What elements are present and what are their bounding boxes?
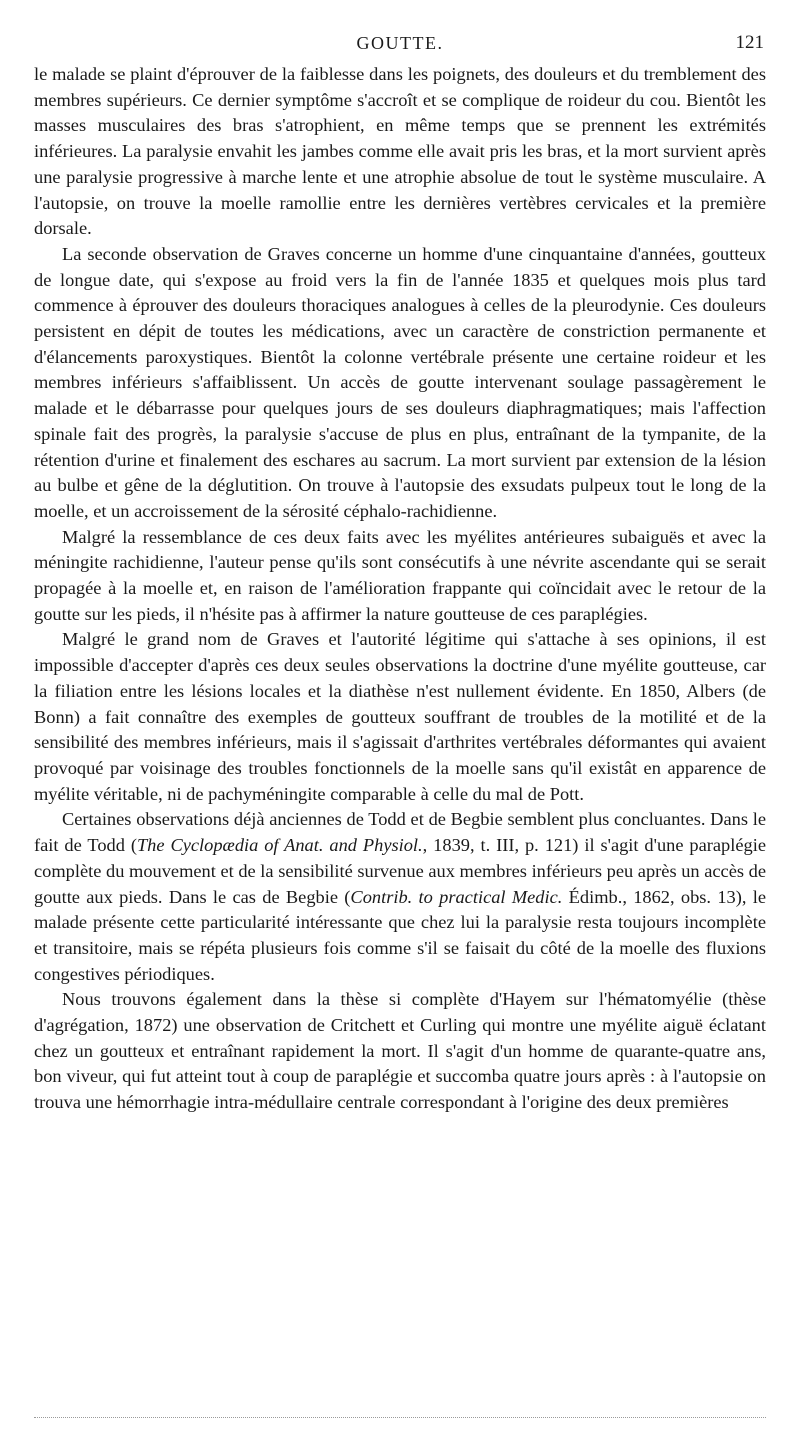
body-text: [34, 62, 766, 1116]
paragraph: [34, 242, 766, 525]
paragraph: [34, 807, 766, 987]
paragraph-text: Malgré la ressemblance de ces deux faits avec les myélites antérieures subaiguës et avec la méningite rachidienne, l'auteur pense qu'ils sont consécutifs à une névrite ascendante qui se serait propagée à la moelle et, en raison de l'amélioration frappante qui coïncidait avec le retour de la goutte sur les pieds, il n'hésite pas à affirmer la nature goutteuse de ces paraplégies.: [34, 526, 766, 624]
paragraph-text: , 1839, t. III, p. 121) il s'agit d'une paraplégie complète du mouvement et de la sensibilité survenue aux membres inférieurs peu après un accès de goutte aux pieds. Dans le cas de Begbie (: [34, 835, 766, 907]
paragraph: [34, 987, 766, 1116]
paragraph-text: La seconde observation de Graves concerne un homme d'une cinquantaine d'années, goutteux de longue date, qui s'expose au froid vers la fin de l'année 1835 et quelques mois plus tard commence à éprouver des douleurs thoraciques analogues à celles de la pleurodynie. Ces douleurs persistent en dépit de toutes les médications, avec un caractère de constriction permanente et d'élancements paroxystiques. Bientôt la colonne vertébrale présente une certaine roideur et les membres inférieurs s'affaiblissent. Un accès de goutte intervenant soulage passagèrement le malade et le débarrasse pour quelques jours de ses douleurs diaphragmatiques; mais l'affection spinale fait des progrès, la paralysie s'accuse de plus en plus, entraînant de la tympanite, de la rétention d'urine et finalement des eschares au sacrum. La mort survient par extension de la lésion au bulbe et gêne de la déglutition. On trouve à l'autopsie des exsudats pulpeux tout le long de la moelle, et un accroissement de la sérosité céphalo-rachidienne.: [34, 243, 766, 521]
book-title-citation: The Cyclopædia of Anat. and Physiol.: [136, 835, 423, 856]
page-number: 121: [735, 32, 764, 53]
paragraph-text: le malade se plaint d'éprouver de la faiblesse dans les poignets, des douleurs et du tremblement des membres supérieurs. Ce dernier symptôme s'accroît et se complique de roideur du cou. Bientôt les masses musculaires des bras s'atrophient, en même temps que se prennent les extrémités inférieures. La paralysie envahit les jambes comme elle avait pris les bras, et la mort survient après une paralysie progressive à marche lente et une atrophie absolue de tout le système musculaire. A l'autopsie, on trouve la moelle ramollie entre les dernières vertèbres cervicales et la première dorsale.: [34, 64, 766, 239]
running-head: [34, 30, 766, 56]
paragraph-text: Certaines observations déjà anciennes de Todd et de Begbie semblent plus concluantes. Dans le fait de Todd (: [34, 809, 766, 856]
paragraph: [34, 627, 766, 807]
footer-rule: [34, 1417, 766, 1418]
paragraph: [34, 62, 766, 242]
paragraph-text: Édimb., 1862, obs. 13), le malade présente cette particularité intéressante que chez lui la paralysie resta toujours incomplète et transitoire, mais se répéta plusieurs fois comme s'il se faisait du côté de la moelle des fluxions congestives périodiques.: [34, 886, 766, 984]
paragraph: [34, 525, 766, 628]
book-title-citation: Contrib. to practical Medic.: [350, 886, 563, 907]
paragraph-text: Malgré le grand nom de Graves et l'autorité légitime qui s'attache à ses opinions, il est impossible d'accepter d'après ces deux seules observations la doctrine d'une myélite goutteuse, car la filiation entre les lésions locales et la diathèse n'est nullement évidente. En 1850, Albers (de Bonn) a fait connaître des exemples de goutteux souffrant de troubles de la motilité et de la sensibilité des membres inférieurs, mais il s'agissait d'arthrites vertébrales déformantes qui avaient provoqué par voisinage des troubles fonctionnels de la moelle sans qu'il existât en apparence de myélite véritable, ni de pachyméningite comparable à celle du mal de Pott.: [34, 629, 766, 804]
book-page: [34, 0, 766, 1453]
running-title: GOUTTE.: [356, 33, 444, 53]
paragraph-text: Nous trouvons également dans la thèse si complète d'Hayem sur l'hématomyélie (thèse d'agrégation, 1872) une observation de Critchett et Curling qui montre une myélite aiguë éclatant chez un goutteux et entraînant rapidement la mort. Il s'agit d'un homme de quarante-quatre ans, bon viveur, qui fut atteint tout à coup de paraplégie et succomba quatre jours après : à l'autopsie on trouva une hémorrhagie intra-médullaire centrale correspondant à l'origine des deux premières: [34, 989, 766, 1113]
